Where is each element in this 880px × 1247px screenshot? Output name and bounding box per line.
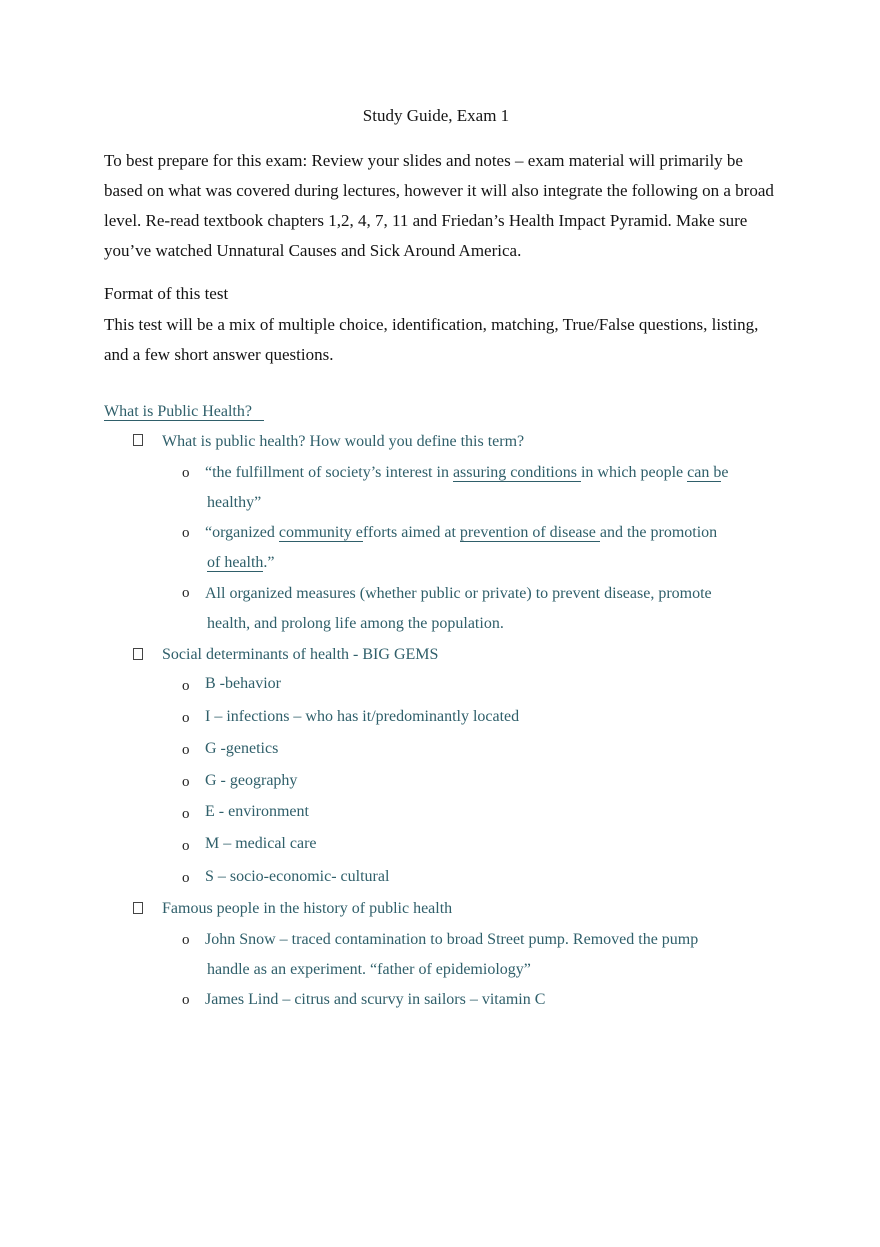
highlighted-phrase: of health (207, 554, 264, 571)
intro-paragraph: To best prepare for this exam: Review your slides and notes – exam material will primarily be based on what was covered during lectures, however it will also integrate the following on a broad level. Re-read textbook chapters 1,2, 4, 7, 11 and Friedan’s Health Impact Pyramid. Make sure you’ve watched Unnatural Causes and Sick Around America. (104, 151, 774, 260)
section-heading-text: What is Public Health? (104, 403, 264, 421)
determinant-item: B -behavior (205, 675, 281, 692)
definition-text: All organized measures (whether public or private) to prevent disease, promote (205, 585, 712, 602)
sub-bullet-marker: o (182, 992, 190, 1008)
sub-bullet-marker: o (182, 806, 190, 822)
checkbox-bullet-icon (133, 430, 147, 454)
sub-bullet-marker: o (182, 585, 190, 601)
determinant-item: G -genetics (205, 740, 279, 757)
determinant-item: S – socio-economic- cultural (205, 868, 390, 885)
definition-text: “organized (205, 524, 279, 541)
sub-bullet-marker: o (182, 742, 190, 758)
definition-text: fforts aimed at (362, 524, 460, 541)
determinant-item: I – infections – who has it/predominantly located (205, 708, 520, 725)
history-text: James Lind – citrus and scurvy in sailors – vitamin C (205, 991, 546, 1008)
definition-text: healthy” (207, 494, 262, 511)
definition-text: health, and prolong life among the population. (207, 615, 504, 632)
sub-bullet-marker: o (182, 710, 190, 726)
checkbox-bullet-icon (133, 644, 147, 668)
highlighted-phrase: assuring conditions (452, 464, 581, 481)
determinant-item: G - geography (205, 772, 298, 789)
sub-bullet-marker: o (182, 525, 190, 541)
topic-label: Famous people in the history of public health (162, 900, 453, 917)
section-heading (104, 400, 264, 424)
history-text: handle as an experiment. “father of epidemiology” (207, 961, 531, 978)
sub-bullet-marker: o (182, 838, 190, 854)
sub-bullet-marker: o (182, 932, 190, 948)
definition-text: e (721, 464, 729, 481)
highlighted-phrase: prevention of disease (459, 524, 600, 541)
history-item (205, 985, 775, 1015)
sub-bullet-marker: o (182, 465, 190, 481)
definition-text: in which people (580, 464, 688, 481)
page-title: Study Guide, Exam 1 (362, 106, 510, 125)
definition-text: and the promotion (599, 524, 718, 541)
sub-bullet-marker: o (182, 774, 190, 790)
determinant-item: E - environment (205, 803, 309, 820)
definition-item (205, 579, 775, 639)
definition-continuation (205, 548, 775, 578)
definition-item (205, 518, 775, 578)
topic-label: What is public health? How would you define this term? (162, 433, 525, 450)
format-paragraph: This test will be a mix of multiple choice, identification, matching, True/False questions, listing, and a few short answer questions. (104, 315, 759, 364)
topic-label: Social determinants of health - BIG GEMS (162, 646, 439, 663)
format-heading: Format of this test (104, 284, 229, 303)
history-item (205, 925, 775, 985)
sub-bullet-marker: o (182, 870, 190, 886)
definition-text: “the fulfillment of society’s interest in (205, 464, 453, 481)
history-text: John Snow – traced contamination to broad Street pump. Removed the pump (205, 931, 699, 948)
highlighted-phrase: community e (278, 524, 363, 541)
determinant-item: M – medical care (205, 835, 317, 852)
definition-item (205, 458, 775, 518)
checkbox-bullet-icon (133, 898, 147, 922)
highlighted-phrase: can b (687, 464, 722, 481)
definition-text: .” (263, 554, 275, 571)
sub-bullet-marker: o (182, 678, 190, 694)
